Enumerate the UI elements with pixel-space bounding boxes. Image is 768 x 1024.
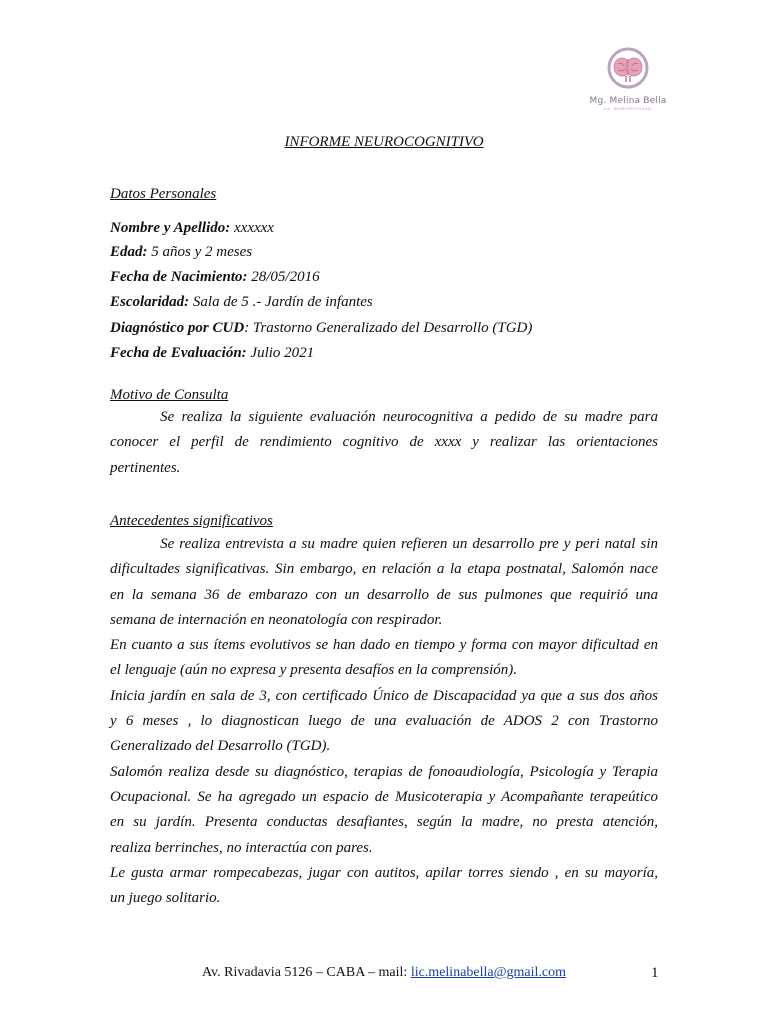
section-heading-antecedentes: Antecedentes significativos [110,513,273,529]
page-number: 1 [651,965,659,981]
field-label: Escolaridad: [110,294,190,310]
email-link[interactable]: lic.melinabella@gmail.com [410,965,566,980]
paragraph-line: dificultades significativas. Sin embargo, en relación a la etapa postnatal, Salomón nace [110,561,658,578]
field-value: Sala de 5 .- Jardín de infantes [189,294,373,310]
field-value: : Trastorno Generalizado del Desarrollo (TGD) [244,320,533,336]
paragraph-line: realiza berrinches, no interactúa con pares. [110,839,373,856]
paragraph-line: pertinentes. [110,459,181,476]
paragraph-line: Generalizado del Desarrollo (TGD). [110,738,331,755]
paragraph-line: Salomón realiza desde su diagnóstico, terapias de fonoaudiología, Psicología y Terapia [110,763,658,780]
field-label: Fecha de Evaluación: [110,345,247,361]
paragraph-line: un juego solitario. [110,890,221,907]
logo-subtitle: LIC. NEUROPSICOLOGÍA [604,107,652,111]
field-age [110,243,252,261]
paragraph-line: semana de internación en neonatología con respirador. [110,611,443,628]
paragraph-line: Se realiza la siguiente evaluación neurocognitiva a pedido de su madre para [110,409,658,425]
section-heading-personal: Datos Personales [110,186,217,202]
field-value: 5 años y 2 meses [147,244,253,260]
paragraph-line: En cuanto a sus ítems evolutivos se han dado en tiempo y forma con mayor dificultad en [110,637,658,654]
logo-name: Mg. Melina Bella [589,96,667,106]
field-label: Nombre y Apellido: [110,220,231,236]
paragraph-line: en su jardín. Presenta conductas desafiantes, según la madre, no presta atención, [110,814,658,831]
paragraph-motivo [110,405,658,481]
field-value: 28/05/2016 [247,269,320,285]
field-value: xxxxxx [230,220,274,236]
field-diagnosis [110,319,532,337]
paragraph-line: el lenguaje (aún no expresa y presenta desafíos en la comprensión). [110,662,517,679]
paragraph-line: conocer el perfil de rendimiento cognitivo de xxxx y realizar las orientaciones [110,434,658,451]
paragraph-line: Ocupacional. Se ha agregado un espacio de Musicoterapia y Acompañante terapeútico [110,788,658,805]
paragraph-line: y 6 meses , lo diagnostican luego de una evaluación de ADOS 2 con Trastorno [110,713,658,730]
logo [582,40,674,120]
paragraph-line: Se realiza entrevista a su madre quien refieren un desarrollo pre y peri natal sin [110,536,658,552]
field-label: Edad: [110,244,148,260]
field-label: Diagnóstico por CUD [110,320,245,336]
field-name [110,219,274,237]
document-title: INFORME NEUROCOGNITIVO [284,134,484,150]
brain-icon [582,40,674,100]
field-value: Julio 2021 [246,345,315,361]
footer-address: Av. Rivadavia 5126 – CABA – mail: [201,965,411,980]
field-label: Fecha de Nacimiento: [110,269,248,285]
paragraph-antecedentes [110,532,658,911]
field-birthdate [110,268,320,286]
paragraph-line: en la semana 36 de embarazo con un desarrollo de sus pulmones que requirió una [110,586,658,603]
section-heading-motivo: Motivo de Consulta [110,387,229,403]
field-schooling [110,293,373,311]
paragraph-line: Inicia jardín en sala de 3, con certificado Único de Discapacidad ya que a sus dos años [110,687,658,704]
field-evaluation-date [110,344,314,362]
paragraph-line: Le gusta armar rompecabezas, jugar con autitos, apilar torres siendo , en su mayoría, [110,864,658,881]
